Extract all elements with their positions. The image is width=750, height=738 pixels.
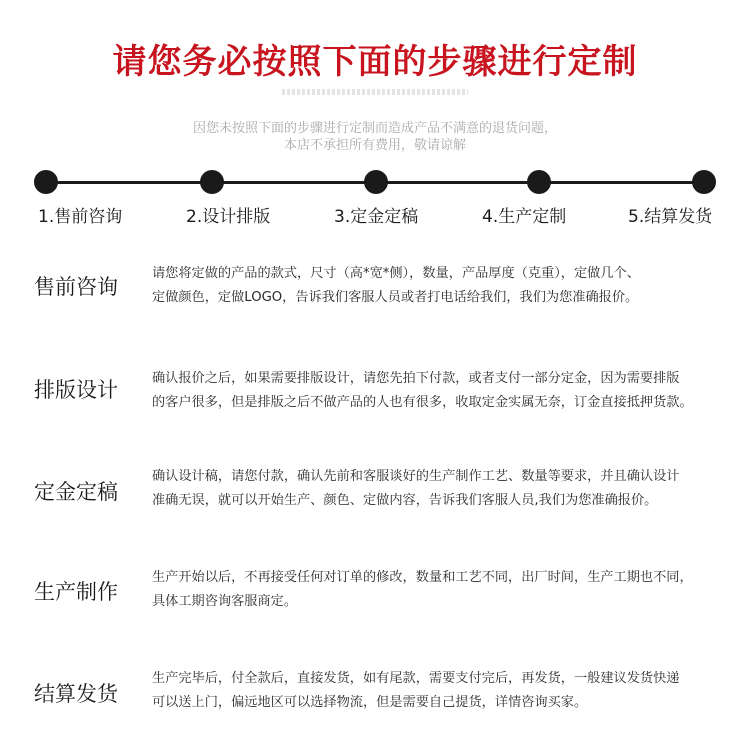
step-label-4: 4.生产定制	[482, 207, 567, 227]
step-label-3: 3.定金定稿	[334, 207, 419, 227]
step-dot-2	[200, 170, 224, 194]
section-body-presale	[152, 262, 727, 310]
section-line: 的客户很多，但是排版之后不做产品的人也有很多，收取定金实属无奈，订金直接抵押货款。	[152, 395, 693, 410]
notice-line-1: 因您未按照下面的步骤进行定制而造成产品不满意的退货问题，	[192, 121, 557, 136]
section-line: 确认设计稿，请您付款，确认先前和客服谈好的生产制作工艺、数量等要求，并且确认设计	[152, 469, 680, 484]
page-title: 请您务必按照下面的步骤进行定制	[112, 42, 638, 82]
section-body-production	[152, 566, 727, 614]
step-dot-3	[364, 170, 388, 194]
section-line: 定做颜色，定做LOGO，告诉我们客服人员或者打电话给我们，我们为您准确报价。	[152, 290, 639, 305]
section-line: 请您将定做的产品的款式，尺寸（高*宽*侧），数量，产品厚度（克重），定做几个、	[152, 266, 640, 281]
section-line: 生产开始以后，不再接受任何对订单的修改，数量和工艺不同，出厂时间，生产工期也不同，	[152, 570, 693, 585]
section-title-settlement: 结算发货	[34, 682, 118, 706]
section-body-settlement	[152, 667, 727, 715]
notice-line-2: 本店不承担所有费用，敬请谅解	[283, 138, 466, 153]
step-dot-1	[34, 170, 58, 194]
section-title-production: 生产制作	[34, 580, 118, 604]
section-body-layout	[152, 367, 727, 415]
section-line: 可以送上门，偏远地区可以选择物流，但是需要自己提货，详情咨询买家。	[152, 695, 588, 710]
section-title-layout: 排版设计	[34, 378, 118, 402]
step-label-2: 2.设计排版	[186, 207, 271, 227]
step-label-5: 5.结算发货	[628, 207, 713, 227]
decorative-divider	[282, 89, 468, 95]
section-line: 准确无误，就可以开始生产、颜色、定做内容，告诉我们客服人员,我们为您准确报价。	[152, 493, 658, 508]
section-line: 生产完毕后，付全款后，直接发货，如有尾款，需要支付完后，再发货，一般建议发货快递	[152, 671, 680, 686]
step-dot-4	[527, 170, 551, 194]
section-body-deposit	[152, 465, 727, 513]
section-line: 具体工期咨询客服商定。	[152, 594, 298, 609]
step-dot-5	[692, 170, 716, 194]
section-title-presale: 售前咨询	[34, 275, 118, 299]
step-label-1: 1.售前咨询	[38, 207, 123, 227]
section-line: 确认报价之后，如果需要排版设计，请您先拍下付款，或者支付一部分定金，因为需要排版	[152, 371, 680, 386]
section-title-deposit: 定金定稿	[34, 480, 118, 504]
